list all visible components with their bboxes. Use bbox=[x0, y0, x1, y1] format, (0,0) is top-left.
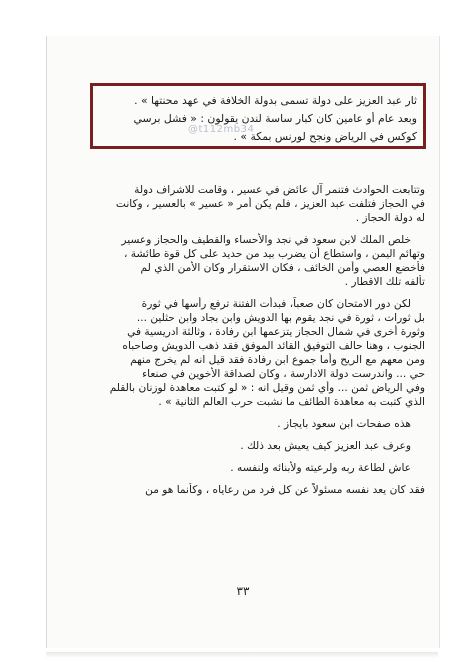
body-line-15: الذي كتبت به معاهدة الطائف ما نشبت حرب العالم الثانية » . bbox=[158, 396, 425, 408]
body-line-10: وثورة أخرى في شمال الحجاز يتزعمها ابن رفادة ، وثالثة ادريسية في bbox=[127, 326, 425, 338]
page-shadow bbox=[46, 652, 438, 658]
body-line-19: فقد كان يعد نفسه مسئولاً عن كل فرد من رعاياه ، وكأنما هو من bbox=[145, 484, 425, 496]
body-line-1: وتتابعت الحوادث فتنمر آل عائض في عسير ، وقامت للاشراف دولة bbox=[134, 184, 425, 196]
body-line-12: ومن معهم مع الريح وأما جموع ابن رفادة فقد قيل انه لم يخرج منهم bbox=[130, 354, 425, 366]
body-line-8: لكن دور الامتحان كان صعباً، فبدأت الفتنة ترفع رأسها في ثورة bbox=[141, 298, 411, 310]
body-line-14: وفي الرياض ثمن ... وأي ثمن وقيل انه : « لو كتبت معاهدة لوزنان بالقلم bbox=[109, 382, 425, 394]
body-line-18: عاش لطاعة ربه ولرعيته ولأبنائه ولنفسه . bbox=[230, 462, 411, 474]
body-line-6: فأخضع العصي وأمن الخائف ، فكان الاستقرار وكان الأمن الذي لم bbox=[140, 262, 425, 274]
highlight-line-1: ثار عبد العزيز على دولة تسمى بدولة الخلافة في عهد محنتها » . bbox=[134, 94, 417, 107]
highlight-line-3: كوكس في الرياض ونجح لورنس بمكة » . bbox=[233, 130, 417, 143]
body-line-16: هذه صفحات ابن سعود بايجاز . bbox=[277, 418, 411, 430]
body-line-5: وتهائم اليمن ، واستطاع أن يضرب بيد من حديد على كل قوة طائشة ، bbox=[123, 248, 425, 260]
highlight-line-2: وبعد عام أو عامين كان كبار ساسة لندن يقولون : « فشل برسي bbox=[133, 112, 417, 125]
body-line-2: في الحجاز فتلفت عبد العزيز ، فلم يكن أمر « عسير » بالعسير ، وكانت bbox=[115, 198, 425, 210]
page-number: ٣٣ bbox=[236, 584, 250, 598]
watermark: @t112mb34 bbox=[188, 124, 255, 135]
body-line-3: له دولة الحجاز . bbox=[355, 212, 425, 224]
body-line-9: بل ثورات ، ثورة في نجد يقوم بها الدويش وابن بجاد وابن حثلين ... bbox=[136, 312, 425, 324]
body-line-13: حي ... واندرست دولة الادارسة ، وكان لصداقة الأخوين في صنعاء bbox=[142, 368, 425, 380]
body-line-17: وعرف عبد العزيز كيف يعيش بعد ذلك . bbox=[240, 440, 411, 452]
body-line-7: تألفه تلك الاقطار . bbox=[344, 276, 425, 288]
highlight-box bbox=[90, 83, 426, 149]
body-line-11: الجنوب ، وهنا حالف التوفيق القائد الموفق فقد ذهب الدويش وصاحباه bbox=[122, 340, 425, 352]
body-line-4: خلص الملك لابن سعود في نجد والأحساء والقطيف والحجاز وعسير bbox=[121, 234, 411, 246]
